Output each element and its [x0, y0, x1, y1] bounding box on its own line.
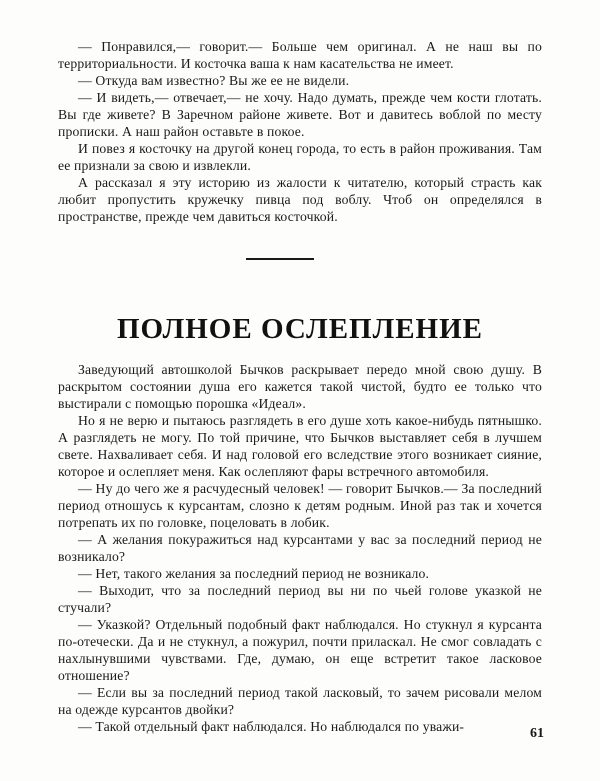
paragraph: А рассказал я эту историю из жалости к читателю, который страсть как любит пропустить кружечку пивца под воблу. Чтоб он определялся в пространстве, прежде чем давиться косточкой. — [58, 175, 542, 224]
paragraph: И повез я косточку на другой конец города, то есть в район проживания. Там ее признали за свою и извлекли. — [58, 141, 542, 173]
paragraph: — Ну до чего же я расчудесный человек! — говорит Бычков.— За последний период отношусь к курсантам, слозно к детям родным. Иной раз так и хочется потрепать их по головке, поцеловать в лобик. — [58, 481, 542, 530]
paragraph: — Выходит, что за последний период вы ни по чьей голове указкой не стучали? — [58, 583, 542, 615]
paragraph: Заведующий автошколой Бычков раскрывает передо мной свою душу. В раскрытом состоянии душа его кажется такой чистой, будто ее только что выстирали с помощью порошка «Идеал». — [58, 362, 542, 411]
article-title: ПОЛНОЕ ОСЛЕПЛЕНИЕ — [116, 313, 484, 345]
paragraph: — Откуда вам известно? Вы же ее не видели. — [78, 73, 350, 88]
paragraph: Но я не верю и пытаюсь разглядеть в его душе хоть какое-нибудь пятнышко. А разглядеть не могу. По той причине, что Бычков выставляет себя в лучшем свете. Нахваливает себя. И над головой его вследствие этого возникает сияние, которое и ослепляет меня. Как ослепляют фары встречного автомобиля. — [58, 413, 542, 479]
paragraph: — Нет, такого желания за последний период не возникало. — [78, 566, 430, 581]
paragraph: — Указкой? Отдельный подобный факт наблюдался. Но стукнул я курсанта по-отечески. Да и не стукнул, а пожурил, почти приласкал. Не смог совладать с нахлынувшими чувствами. Где, думаю, он еще встретит такое ласковое отношение? — [58, 617, 542, 683]
paragraph: — Если вы за последний период такой ласковый, то зачем рисовали мелом на одежде курсантов двойки? — [58, 685, 542, 717]
paragraph: — Понравился,— говорит.— Больше чем оригинал. А не наш вы по территориальности. И косточка ваша к нам касательства не имеет. — [58, 39, 542, 71]
story-ending — [58, 38, 542, 225]
paragraph: — Такой отдельный факт наблюдался. Но наблюдался по уважи- — [78, 719, 465, 734]
article-body — [58, 361, 542, 735]
page-number: 61 — [530, 726, 544, 741]
paragraph: — А желания покуражиться над курсантами у вас за последний период не возникало? — [58, 532, 542, 564]
section-divider — [246, 258, 314, 260]
paragraph: — И видеть,— отвечает,— не хочу. Надо думать, прежде чем кости глотать. Вы где живете? В Заречном районе живете. Вот и давитесь воблой по месту прописки. А наш район оставьте в покое. — [58, 90, 542, 139]
